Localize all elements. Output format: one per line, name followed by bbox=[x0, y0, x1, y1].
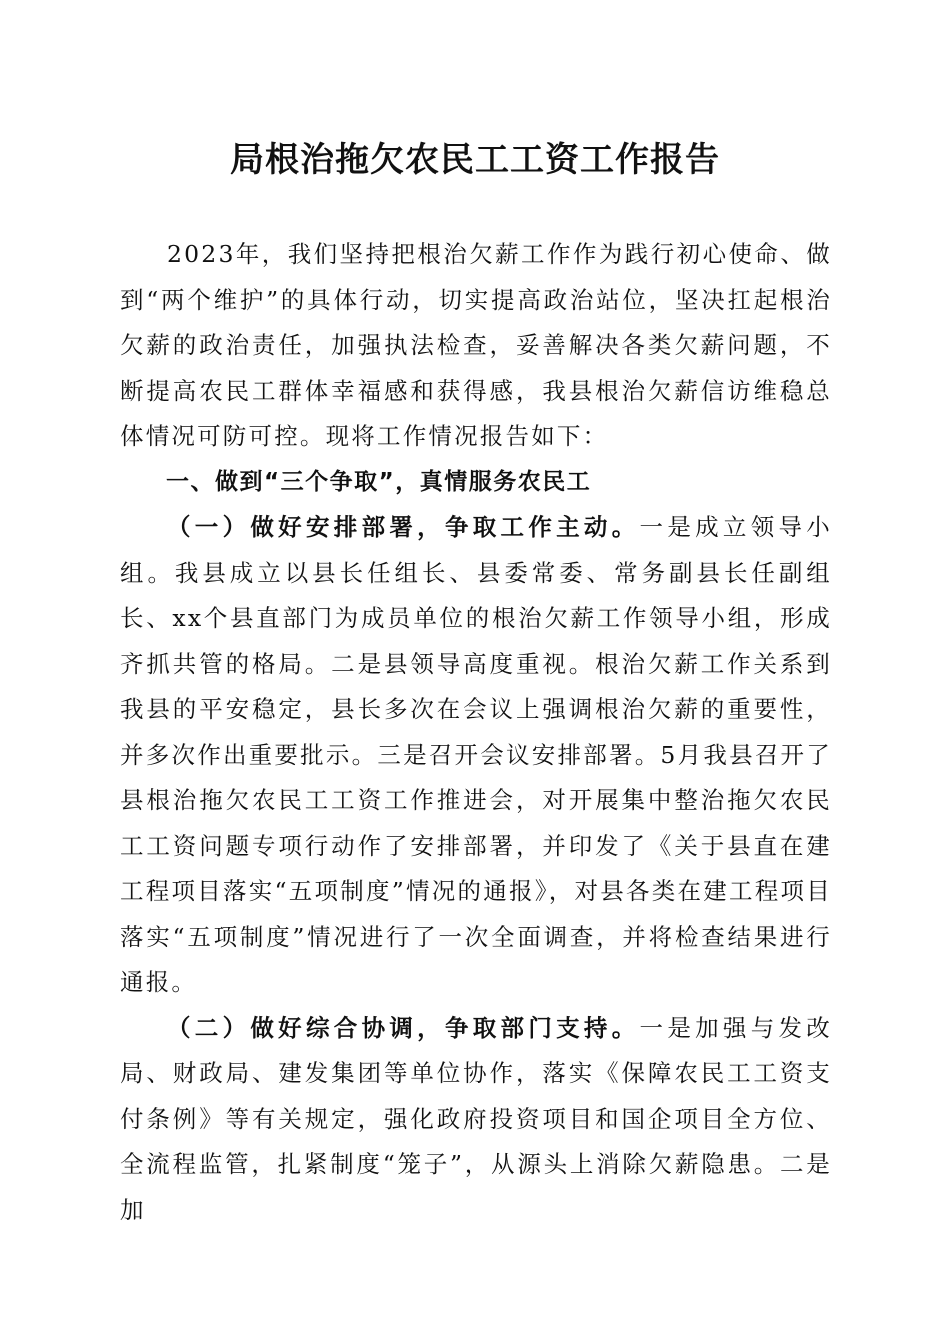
intro-paragraph: 2023年，我们坚持把根治欠薪工作作为践行初心使命、做到“两个维护”的具体行动，切实提高政治站位，坚决扛起根治欠薪的政治责任，加强执法检查，妥善解决各类欠薪问题，不断提高农民工群体幸福感和获得感，我县根治欠薪信访维稳总体情况可防可控。现将工作情况报告如下： bbox=[120, 240, 832, 450]
subsection-lead-1: （一）做好安排部署，争取工作主动。 bbox=[167, 513, 640, 541]
subsection-paragraph-2 bbox=[120, 1006, 832, 1234]
subsection-body-2: 一是加强与发改局、财政局、建发集团等单位协作，落实《保障农民工工资支付条例》等有关规定，强化政府投资项目和国企项目全方位、全流程监管，扎紧制度“笼子”，从源头上消除欠薪隐患。二是加 bbox=[120, 1013, 833, 1224]
section-heading-1: 一、做到“三个争取”，真情服务农民工 bbox=[166, 468, 592, 495]
subsection-body-1: 一是成立领导小组。我县成立以县长任组长、县委常委、常务副县长任副组长、xx个县直部门为成员单位的根治欠薪工作领导小组，形成齐抓共管的格局。二是县领导高度重视。根治欠薪工作关系到我县的平安稳定，县长多次在会议上强调根治欠薪的重要性，并多次作出重要批示。三是召开会议安排部署。5月我县召开了县根治拖欠农民工工资工作推进会，对开展集中整治拖欠农民工工资问题专项行动作了安排部署，并印发了《关于县直在建工程项目落实“五项制度”情况的通报》，对县各类在建工程项目落实“五项制度”情况进行了一次全面调查，并将检查结果进行通报。 bbox=[120, 513, 833, 996]
document-body bbox=[120, 232, 832, 1233]
subsection-lead-2: （二）做好综合协调，争取部门支持。 bbox=[167, 1013, 640, 1042]
document-title: 局根治拖欠农民工工资工作报告 bbox=[230, 140, 720, 180]
subsection-paragraph-1 bbox=[120, 505, 832, 1006]
